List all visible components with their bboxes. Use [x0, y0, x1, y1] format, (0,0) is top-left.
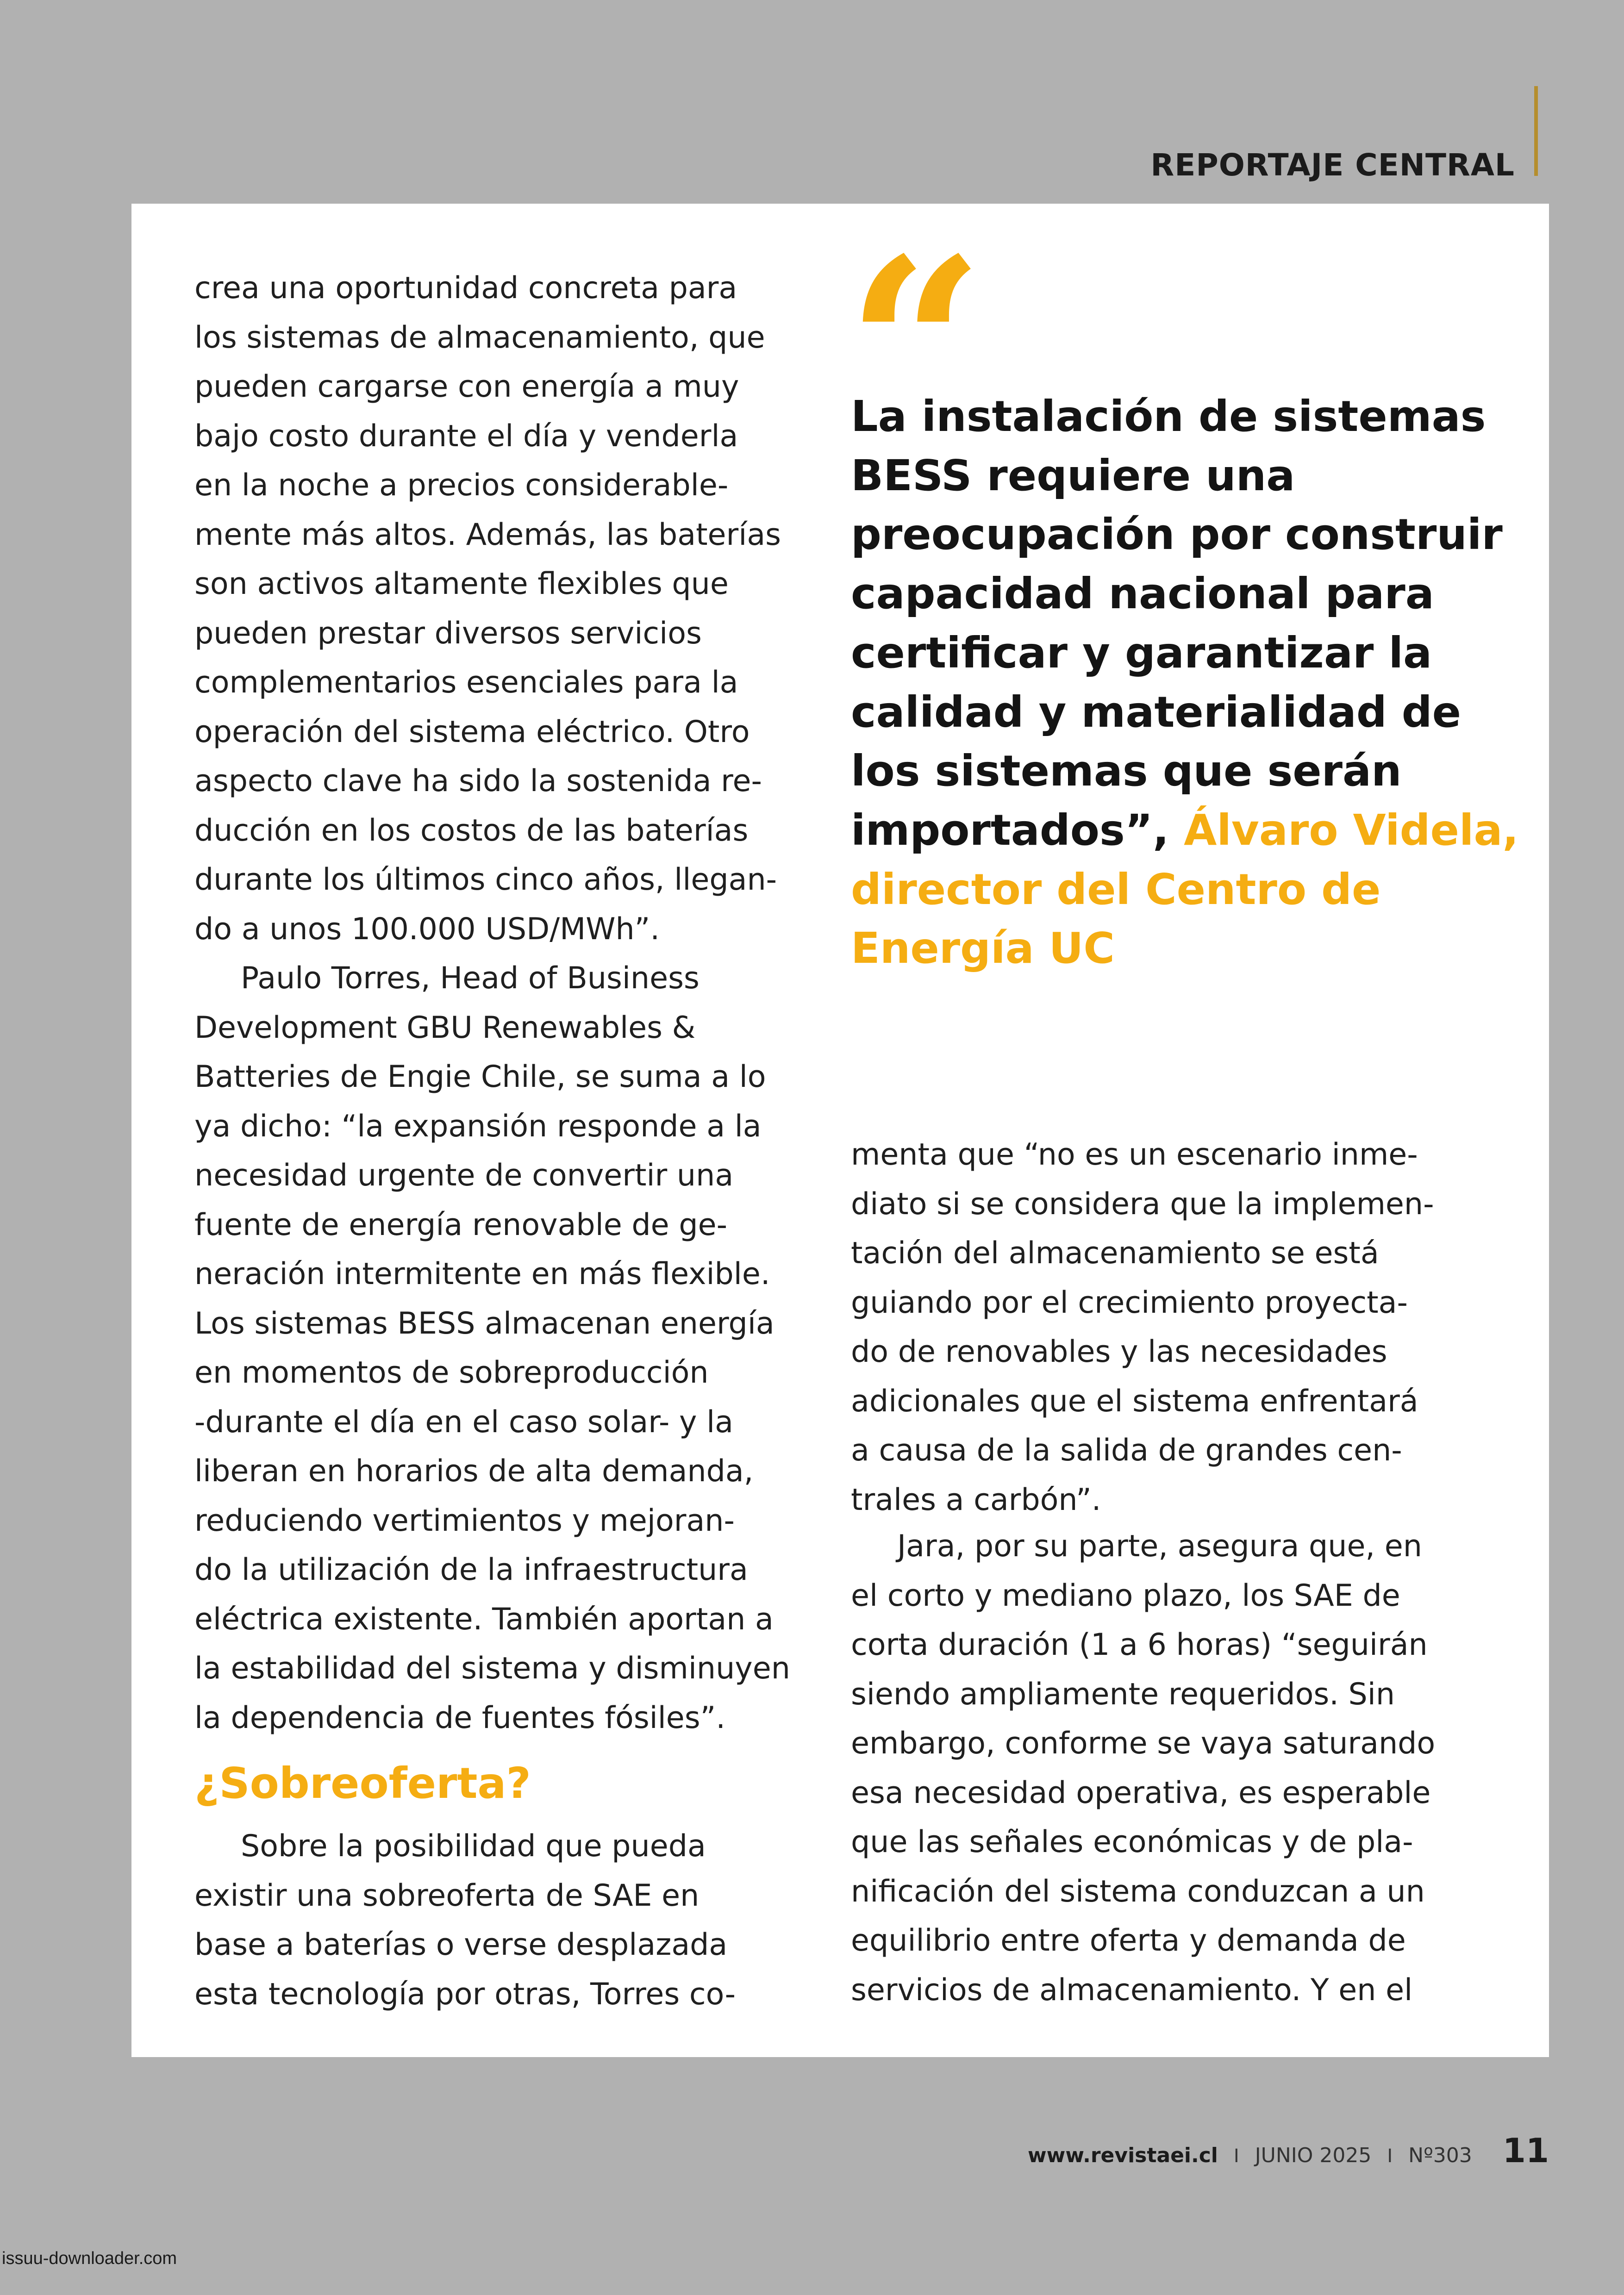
section-rule: [1534, 86, 1538, 176]
quote-line: La instalación de sistemas: [851, 392, 1486, 441]
text-line: equilibrio entre oferta y demanda de: [851, 1923, 1406, 1958]
text-line: bajo costo durante el día y venderla: [194, 418, 738, 454]
text-line: esta tecnología por otras, Torres co-: [194, 1977, 736, 2012]
issue-date: JUNIO 2025: [1255, 2144, 1372, 2167]
page-footer: [1028, 2131, 1549, 2170]
text-line: nificación del sistema conduzcan a un: [851, 1874, 1425, 1909]
right-column-top: [851, 1130, 1480, 1525]
text-line: siendo ampliamente requeridos. Sin: [851, 1677, 1395, 1712]
text-line: la estabilidad del sistema y disminuyen: [194, 1651, 790, 1686]
issue-number: Nº303: [1408, 2144, 1472, 2167]
text-line: menta que “no es un escenario inme-: [851, 1137, 1418, 1172]
text-line: durante los últimos cinco años, llegan-: [194, 862, 777, 897]
text-line: que las señales económicas y de pla-: [851, 1825, 1413, 1859]
quote-line: [851, 801, 1519, 860]
text-line: mente más altos. Además, las baterías: [194, 517, 781, 552]
text-line: necesidad urgente de convertir una: [194, 1158, 734, 1193]
text-line: en la noche a precios considerable-: [194, 468, 729, 503]
text-line: ya dicho: “la expansión responde a la: [194, 1109, 762, 1144]
text-line: Batteries de Engie Chile, se suma a lo: [194, 1060, 766, 1094]
text-line: do de renovables y las necesidades: [851, 1335, 1387, 1369]
text-line: liberan en horarios de alta demanda,: [194, 1454, 754, 1489]
quote-mark-icon: “: [846, 206, 985, 488]
text-line: existir una sobreoferta de SAE en: [194, 1878, 700, 1913]
text-line: eléctrica existente. También aportan a: [194, 1602, 774, 1637]
quote-attribution: Álvaro Videla,: [1184, 805, 1519, 855]
text-line: servicios de almacenamiento. Y en el: [851, 1972, 1413, 2008]
text-line: do a unos 100.000 USD/MWh”.: [194, 911, 660, 947]
text-line: tación del almacenamiento se está: [851, 1236, 1379, 1271]
text-line: operación del sistema eléctrico. Otro: [194, 714, 750, 749]
text-line: pueden cargarse con energía a muy: [194, 369, 739, 404]
page-number: 11: [1502, 2131, 1549, 2170]
quote-line: capacidad nacional para: [851, 569, 1434, 619]
text-line: pueden prestar diversos servicios: [194, 616, 702, 651]
quote-line: calidad y materialidad de: [851, 687, 1461, 737]
pull-quote: [851, 387, 1519, 978]
text-line: Paulo Torres, Head of Business: [241, 961, 700, 996]
text-line: esa necesidad operativa, es esperable: [851, 1775, 1431, 1810]
left-column: [194, 264, 806, 1743]
quote-line: certificar y garantizar la: [851, 628, 1432, 678]
right-column-bottom: [851, 1522, 1480, 2015]
text-line: trales a carbón”.: [851, 1482, 1101, 1517]
quote-line: los sistemas que serán: [851, 746, 1402, 796]
text-line: aspecto clave ha sido la sostenida re-: [194, 764, 762, 798]
text-line: do la utilización de la infraestructura: [194, 1553, 748, 1587]
text-line: diato si se considera que la implemen-: [851, 1186, 1434, 1222]
website-link[interactable]: www.revistaei.cl: [1028, 2144, 1218, 2167]
text-line: reduciendo vertimientos y mejoran-: [194, 1503, 735, 1538]
text-line: son activos altamente flexibles que: [194, 567, 729, 601]
text-line: crea una oportunidad concreta para: [194, 271, 737, 306]
text-line: -durante el día en el caso solar- y la: [194, 1404, 733, 1440]
text-line: en momentos de sobreproducción: [194, 1355, 709, 1390]
quote-line: preocupación por construir: [851, 510, 1503, 560]
text-line: Jara, por su parte, asegura que, en: [897, 1529, 1422, 1564]
article-panel: [131, 204, 1549, 2057]
text-line: adicionales que el sistema enfrentará: [851, 1384, 1418, 1419]
text-line: fuente de energía renovable de ge-: [194, 1207, 728, 1242]
text-line: Sobre la posibilidad que pueda: [241, 1829, 706, 1864]
quote-attribution: director del Centro de: [851, 864, 1381, 914]
text-line: a causa de la salida de grandes cen-: [851, 1433, 1402, 1468]
quote-text: importados”,: [851, 805, 1184, 855]
quote-attribution: Energía UC: [851, 923, 1115, 973]
text-line: Development GBU Renewables &: [194, 1010, 696, 1045]
text-line: neración intermitente en más flexible.: [194, 1257, 770, 1291]
text-line: guiando por el crecimiento proyecta-: [851, 1285, 1408, 1320]
text-line: complementarios esenciales para la: [194, 665, 738, 700]
quote-line: BESS requiere una: [851, 450, 1295, 500]
left-column-bottom: [194, 1822, 806, 2019]
footer-separator: I: [1387, 2145, 1393, 2167]
watermark: issuu-downloader.com: [2, 2249, 177, 2268]
text-line: la dependencia de fuentes fósiles”.: [194, 1700, 725, 1735]
section-label: REPORTAJE CENTRAL: [1150, 147, 1515, 183]
text-line: corta duración (1 a 6 horas) “seguirán: [851, 1628, 1428, 1662]
text-line: base a baterías o verse desplazada: [194, 1927, 728, 1962]
footer-separator: I: [1233, 2145, 1239, 2167]
text-line: embargo, conforme se vaya saturando: [851, 1726, 1436, 1761]
section-subheading: ¿Sobreoferta?: [194, 1759, 531, 1808]
text-line: Los sistemas BESS almacenan energía: [194, 1306, 775, 1341]
text-line: los sistemas de almacenamiento, que: [194, 320, 765, 355]
text-line: ducción en los costos de las baterías: [194, 813, 749, 848]
text-line: el corto y mediano plazo, los SAE de: [851, 1578, 1400, 1613]
